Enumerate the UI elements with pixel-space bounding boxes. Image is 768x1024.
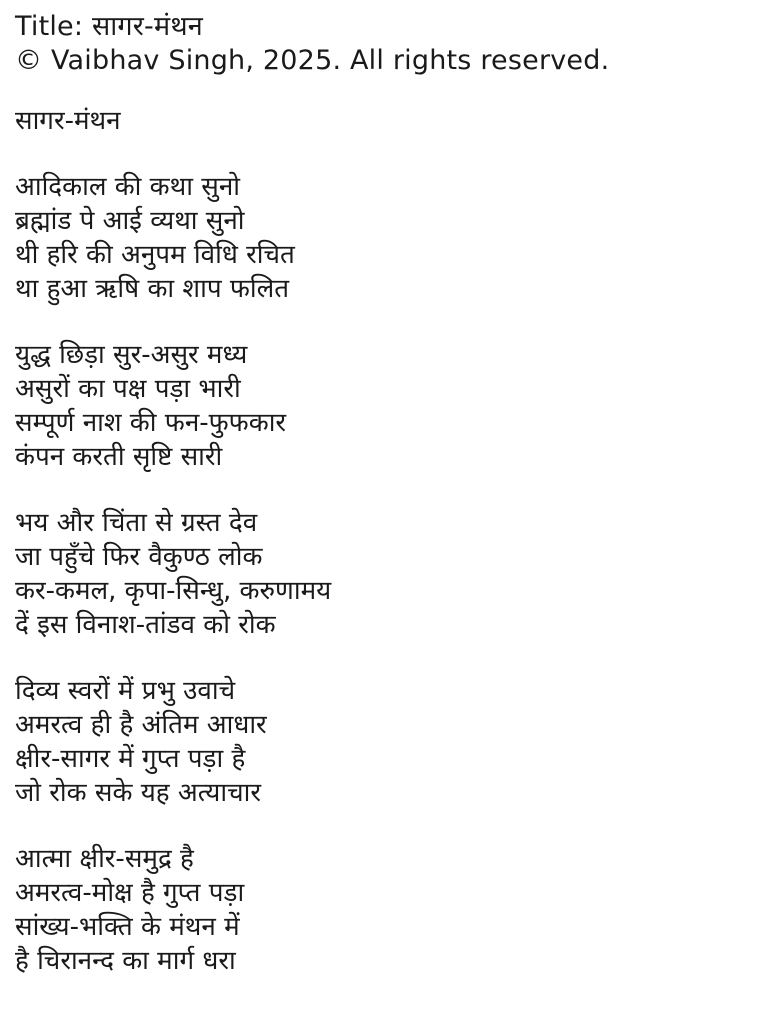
poem-line: सम्पूर्ण नाश की फन-फुफकार <box>15 408 287 438</box>
poem-line: आत्मा क्षीर-समुद्र है <box>15 844 194 874</box>
poem-line: आदिकाल की कथा सुनो <box>15 172 240 202</box>
document-page <box>15 10 755 978</box>
copyright-line: © Vaibhav Singh, 2025. All rights reserved. <box>15 45 610 76</box>
stanza-2 <box>15 338 755 474</box>
poem-line: जा पहुँचे फिर वैकुण्ठ लोक <box>15 542 263 572</box>
poem-line: सांख्य-भक्ति के मंथन में <box>15 912 240 942</box>
poem-title: सागर-मंथन <box>15 106 121 136</box>
poem-line: क्षीर-सागर में गुप्त पड़ा है <box>15 744 246 774</box>
poem-line: दिव्य स्वरों में प्रभु उवाचे <box>15 676 236 706</box>
poem-line: अमरत्व-मोक्ष है गुप्त पड़ा <box>15 878 245 908</box>
poem-line: युद्ध छिड़ा सुर-असुर मध्य <box>15 340 248 370</box>
poem-line: कंपन करती सृष्टि सारी <box>15 442 223 472</box>
poem-line: कर-कमल, कृपा-सिन्धु, करुणामय <box>15 576 332 606</box>
title-line: Title: सागर-मंथन <box>15 11 203 42</box>
stanza-4 <box>15 674 755 810</box>
poem-line: था हुआ ऋषि का शाप फलित <box>15 274 290 304</box>
stanza-5 <box>15 842 755 978</box>
stanza-1 <box>15 170 755 306</box>
poem-line: भय और चिंता से ग्रस्त देव <box>15 508 258 538</box>
poem-line: अमरत्व ही है अंतिम आधार <box>15 710 267 740</box>
poem-line: दें इस विनाश-तांडव को रोक <box>15 610 276 640</box>
stanza-3 <box>15 506 755 642</box>
poem-line: असुरों का पक्ष पड़ा भारी <box>15 374 241 404</box>
poem-line: जो रोक सके यह अत्याचार <box>15 778 261 808</box>
poem-line: है चिरानन्द का मार्ग धरा <box>15 946 236 976</box>
poem-line: थी हरि की अनुपम विधि रचित <box>15 240 295 270</box>
poem-line: ब्रह्मांड पे आई व्यथा सुनो <box>15 206 245 236</box>
